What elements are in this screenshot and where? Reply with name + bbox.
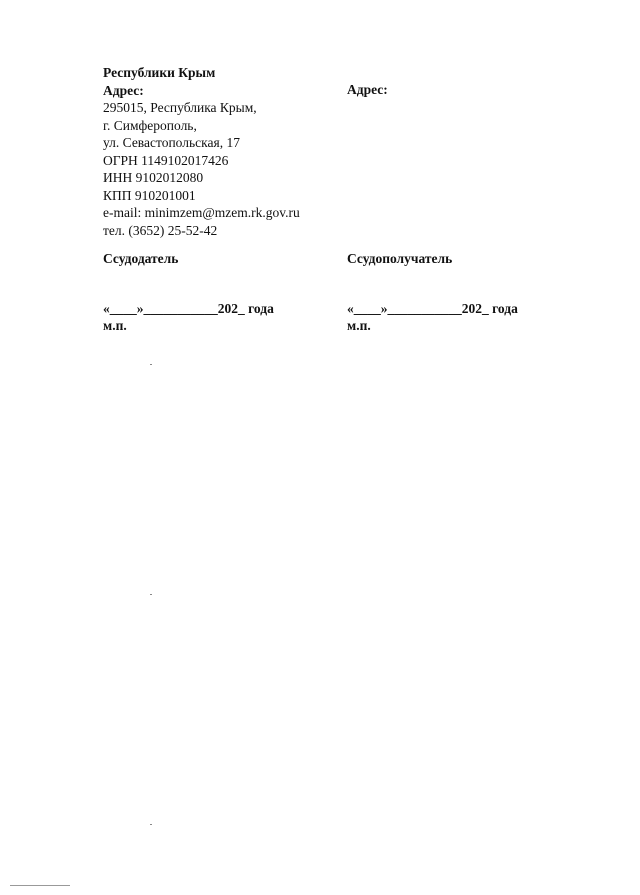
lessor-stamp-place: м.п. xyxy=(103,318,127,333)
lessee-address-label: Адрес: xyxy=(347,82,388,97)
lessor-address-line: г. Симферополь, xyxy=(103,117,197,133)
lessor-signature-date: «____»___________202_ года xyxy=(103,301,274,316)
lessee-stamp-place: м.п. xyxy=(347,318,371,333)
lessee-details xyxy=(347,81,597,99)
lessor-email: e-mail: minimzem@mzem.rk.gov.ru xyxy=(103,205,300,220)
lessor-address-label: Адрес: xyxy=(103,82,144,98)
lessor-address-line: 295015, Республика Крым, xyxy=(103,100,257,115)
scan-speck xyxy=(150,824,152,825)
scan-speck xyxy=(150,364,152,365)
lessor-inn: ИНН 9102012080 xyxy=(103,170,204,185)
lessor-ogrn: ОГРН 1149102017426 xyxy=(103,152,229,168)
lessor-address-line: ул. Севастопольская, 17 xyxy=(103,135,240,150)
lessor-org-line: Республики Крым xyxy=(103,65,216,80)
lessor-phone: тел. (3652) 25-52-42 xyxy=(103,222,218,238)
lessor-role-label: Ссудодатель xyxy=(103,251,179,266)
scan-speck xyxy=(150,594,152,595)
lessor-details xyxy=(103,64,328,239)
lessee-role-label: Ссудополучатель xyxy=(347,251,453,266)
lessor-kpp: КПП 910201001 xyxy=(103,187,196,203)
scan-edge-line xyxy=(10,885,70,886)
lessee-signature-date: «____»___________202_ года xyxy=(347,301,518,316)
